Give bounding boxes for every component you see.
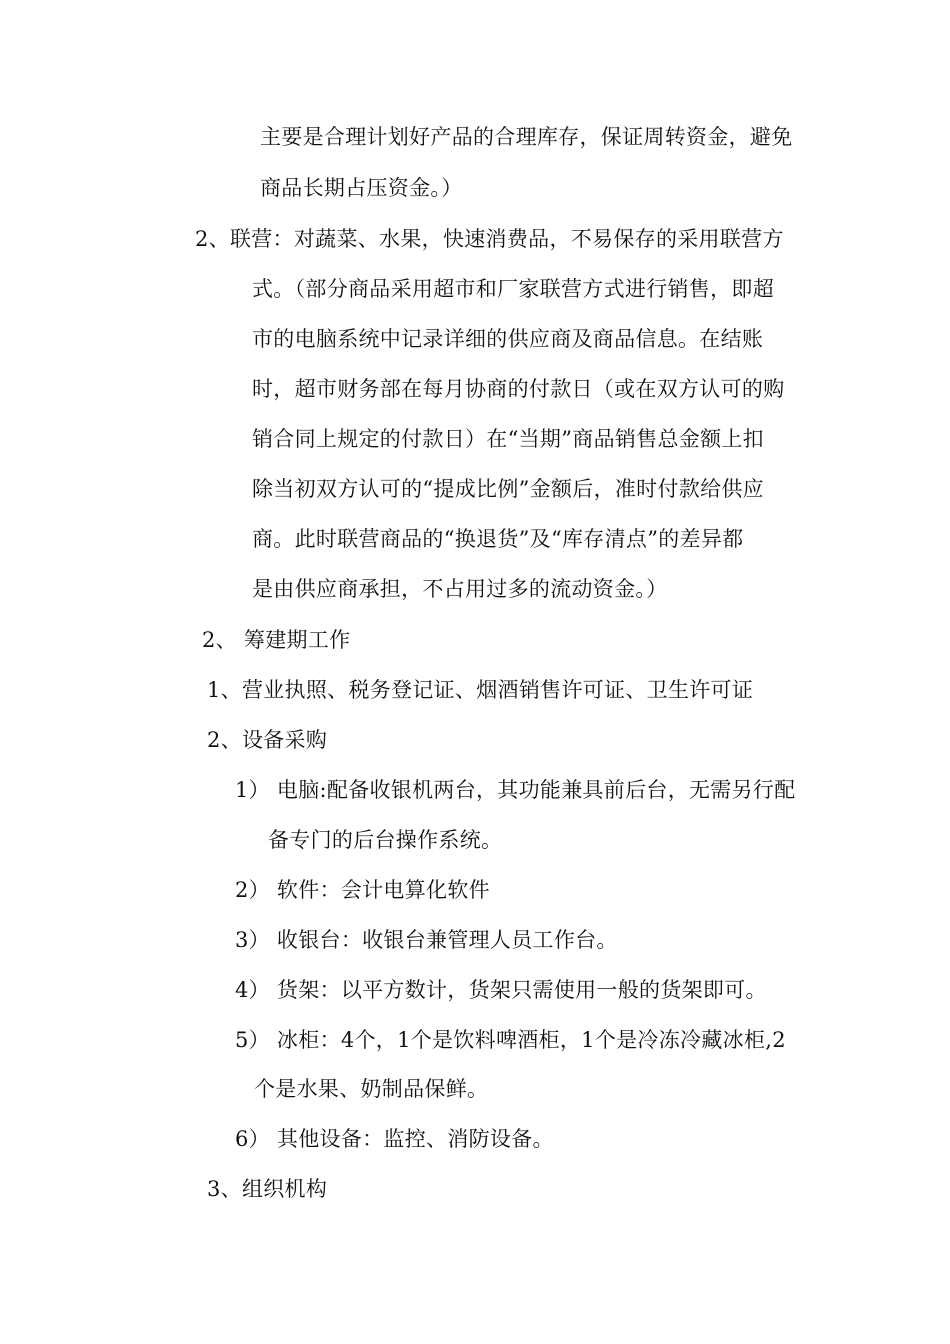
sub-item-checkout-counter: 3） 收银台：收银台兼管理人员工作台。: [235, 928, 618, 952]
paragraph-line: 是由供应商承担，不占用过多的流动资金。）: [252, 577, 668, 601]
paragraph-line: 商。此时联营商品的“换退货”及“库存清点”的差异都: [252, 527, 744, 551]
paragraph-line: 销合同上规定的付款日）在“当期”商品销售总金额上扣: [252, 427, 764, 451]
sub-item-software: 2） 软件：会计电算化软件: [235, 878, 490, 902]
paragraph-line: 时，超市财务部在每月协商的付款日（或在双方认可的购: [252, 377, 785, 401]
paragraph-line: 市的电脑系统中记录详细的供应商及商品信息。在结账: [252, 327, 764, 351]
paragraph-line: 商品长期占压资金。）: [260, 176, 463, 200]
list-item-licenses: 1、营业执照、税务登记证、烟酒销售许可证、卫生许可证: [207, 678, 754, 702]
list-item-organization: 3、组织机构: [207, 1177, 328, 1201]
paragraph-line: 主要是合理计划好产品的合理库存，保证周转资金，避免: [260, 125, 793, 149]
sub-item-freezers: 5） 冰柜：4个，1个是饮料啤酒柜，1个是冷冻冷藏冰柜,2: [235, 1028, 786, 1052]
list-item-joint-operation: 2、联营：对蔬菜、水果，快速消费品，不易保存的采用联营方: [195, 227, 784, 251]
section-heading-preparation: 2、 筹建期工作: [202, 628, 351, 652]
paragraph-line: 除当初双方认可的“提成比例”金额后，准时付款给供应: [252, 477, 764, 501]
list-item-equipment: 2、设备采购: [207, 728, 328, 752]
sub-item-shelves: 4） 货架：以平方数计，货架只需使用一般的货架即可。: [235, 978, 767, 1002]
paragraph-line: 式。（部分商品采用超市和厂家联营方式进行销售，即超: [252, 277, 774, 301]
paragraph-line: 个是水果、奶制品保鲜。: [254, 1077, 489, 1101]
paragraph-line: 备专门的后台操作系统。: [268, 828, 503, 852]
sub-item-other-equipment: 6） 其他设备：监控、消防设备。: [235, 1127, 554, 1151]
sub-item-computer: 1） 电脑:配备收银机两台，其功能兼具前后台，无需另行配: [235, 778, 796, 802]
